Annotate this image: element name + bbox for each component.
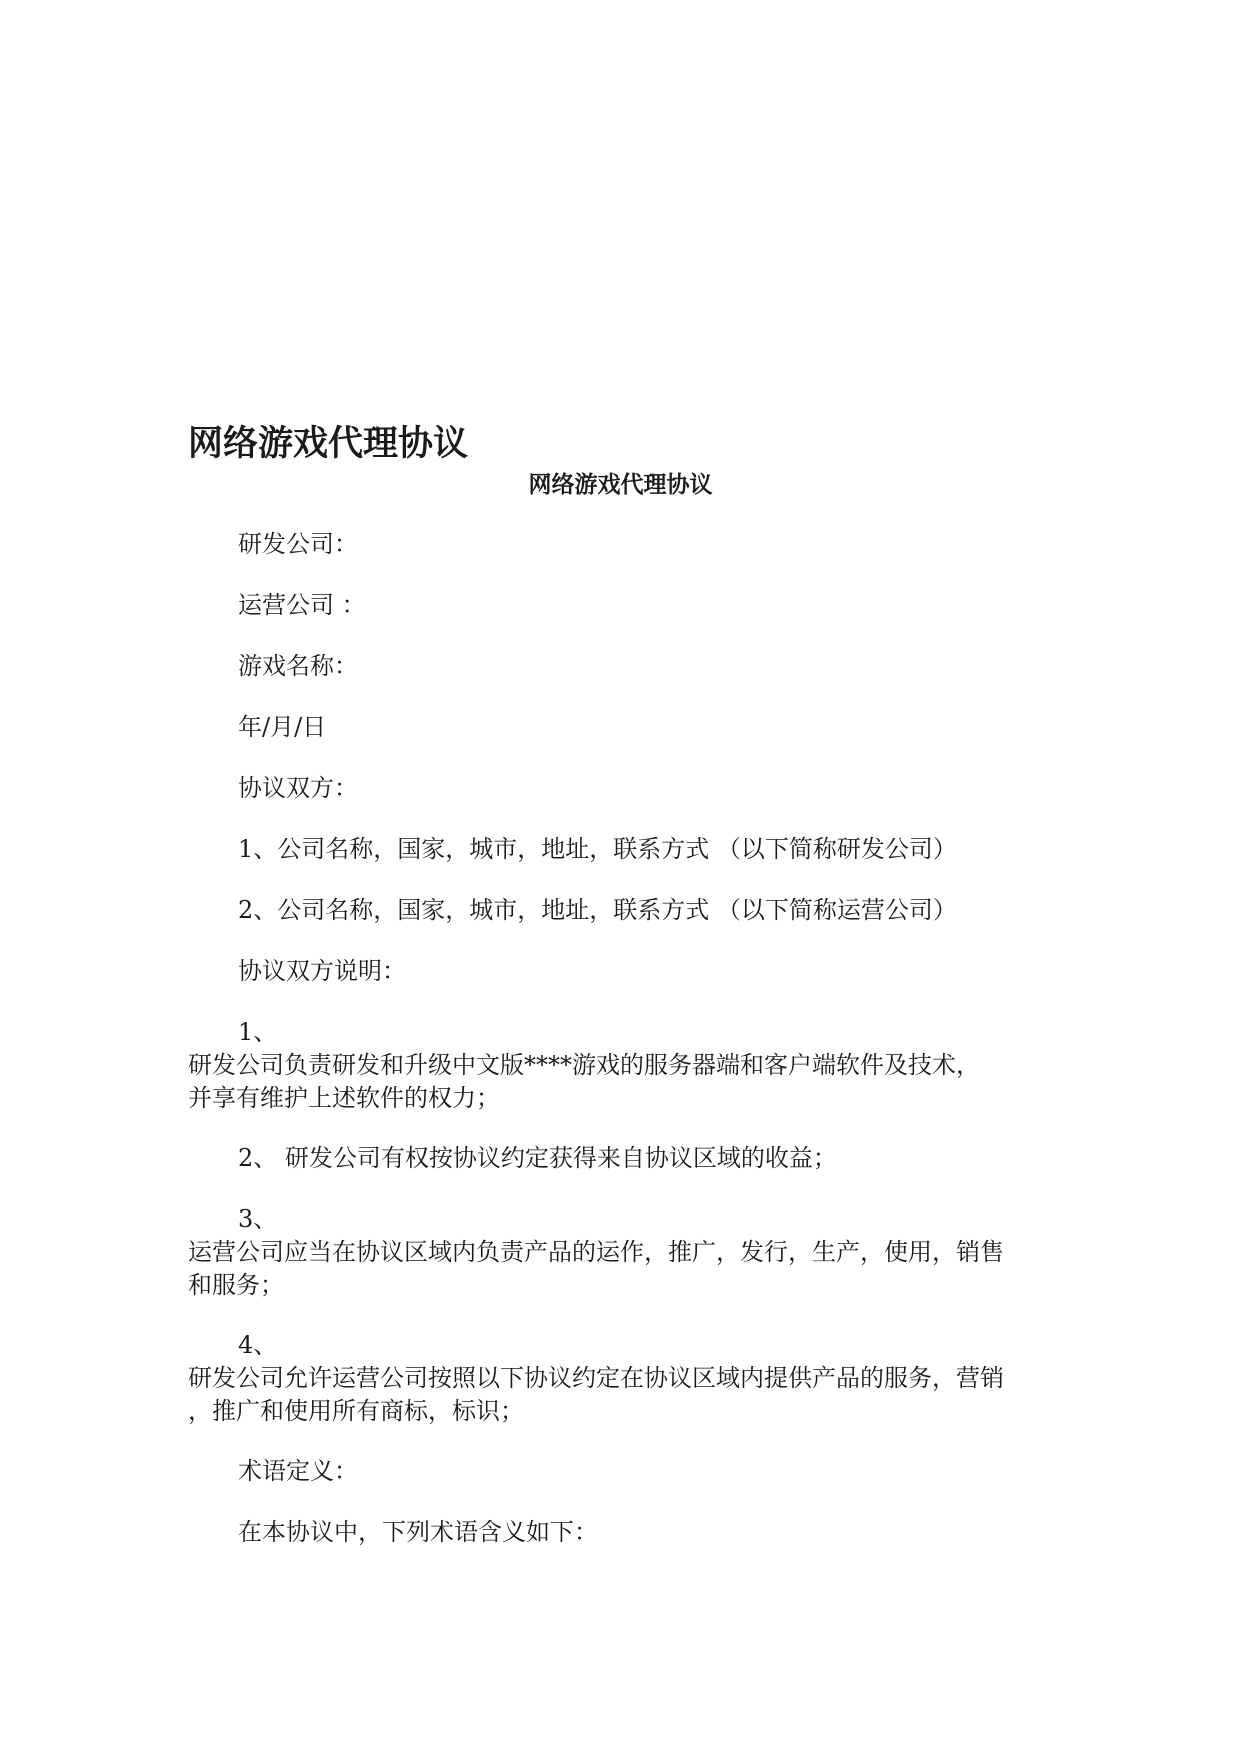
date-field: 年/月/日 [238,713,327,741]
document-heading: 网络游戏代理协议 [188,423,469,464]
statement-label: 协议双方说明： [238,957,406,985]
statement-item-2: 2、 研发公司有权按协议约定获得来自协议区域的收益； [238,1144,837,1172]
document-title: 网络游戏代理协议 [528,471,713,498]
statement-item-1-line-2: 并享有维护上述软件的权力； [188,1084,500,1112]
developer-field: 研发公司： [238,530,358,558]
statement-item-3-line-2: 和服务； [188,1271,284,1299]
parties-label: 协议双方： [238,774,358,802]
statement-item-3-line-1: 运营公司应当在协议区域内负责产品的运作，推广，发行，生产，使用，销售 [188,1238,1004,1266]
statement-item-4-line-1: 研发公司允许运营公司按照以下协议约定在协议区域内提供产品的服务，营销 [188,1364,1004,1392]
definitions-label: 术语定义： [238,1457,358,1485]
statement-item-4-line-2: ，推广和使用所有商标，标识； [188,1397,524,1425]
game-name-field: 游戏名称： [238,652,358,680]
statement-item-1-line-1: 研发公司负责研发和升级中文版****游戏的服务器端和客户端软件及技术， [188,1051,980,1079]
statement-item-1-number: 1、 [238,1018,278,1046]
statement-item-4-number: 4、 [238,1331,278,1359]
party-2: 2、公司名称，国家，城市，地址，联系方式 （以下简称运营公司） [238,896,957,924]
definitions-intro: 在本协议中，下列术语含义如下： [238,1518,598,1546]
statement-item-3-number: 3、 [238,1205,278,1233]
operator-field: 运营公司 ： [238,591,366,619]
party-1: 1、公司名称，国家，城市，地址，联系方式 （以下简称研发公司） [238,835,957,863]
